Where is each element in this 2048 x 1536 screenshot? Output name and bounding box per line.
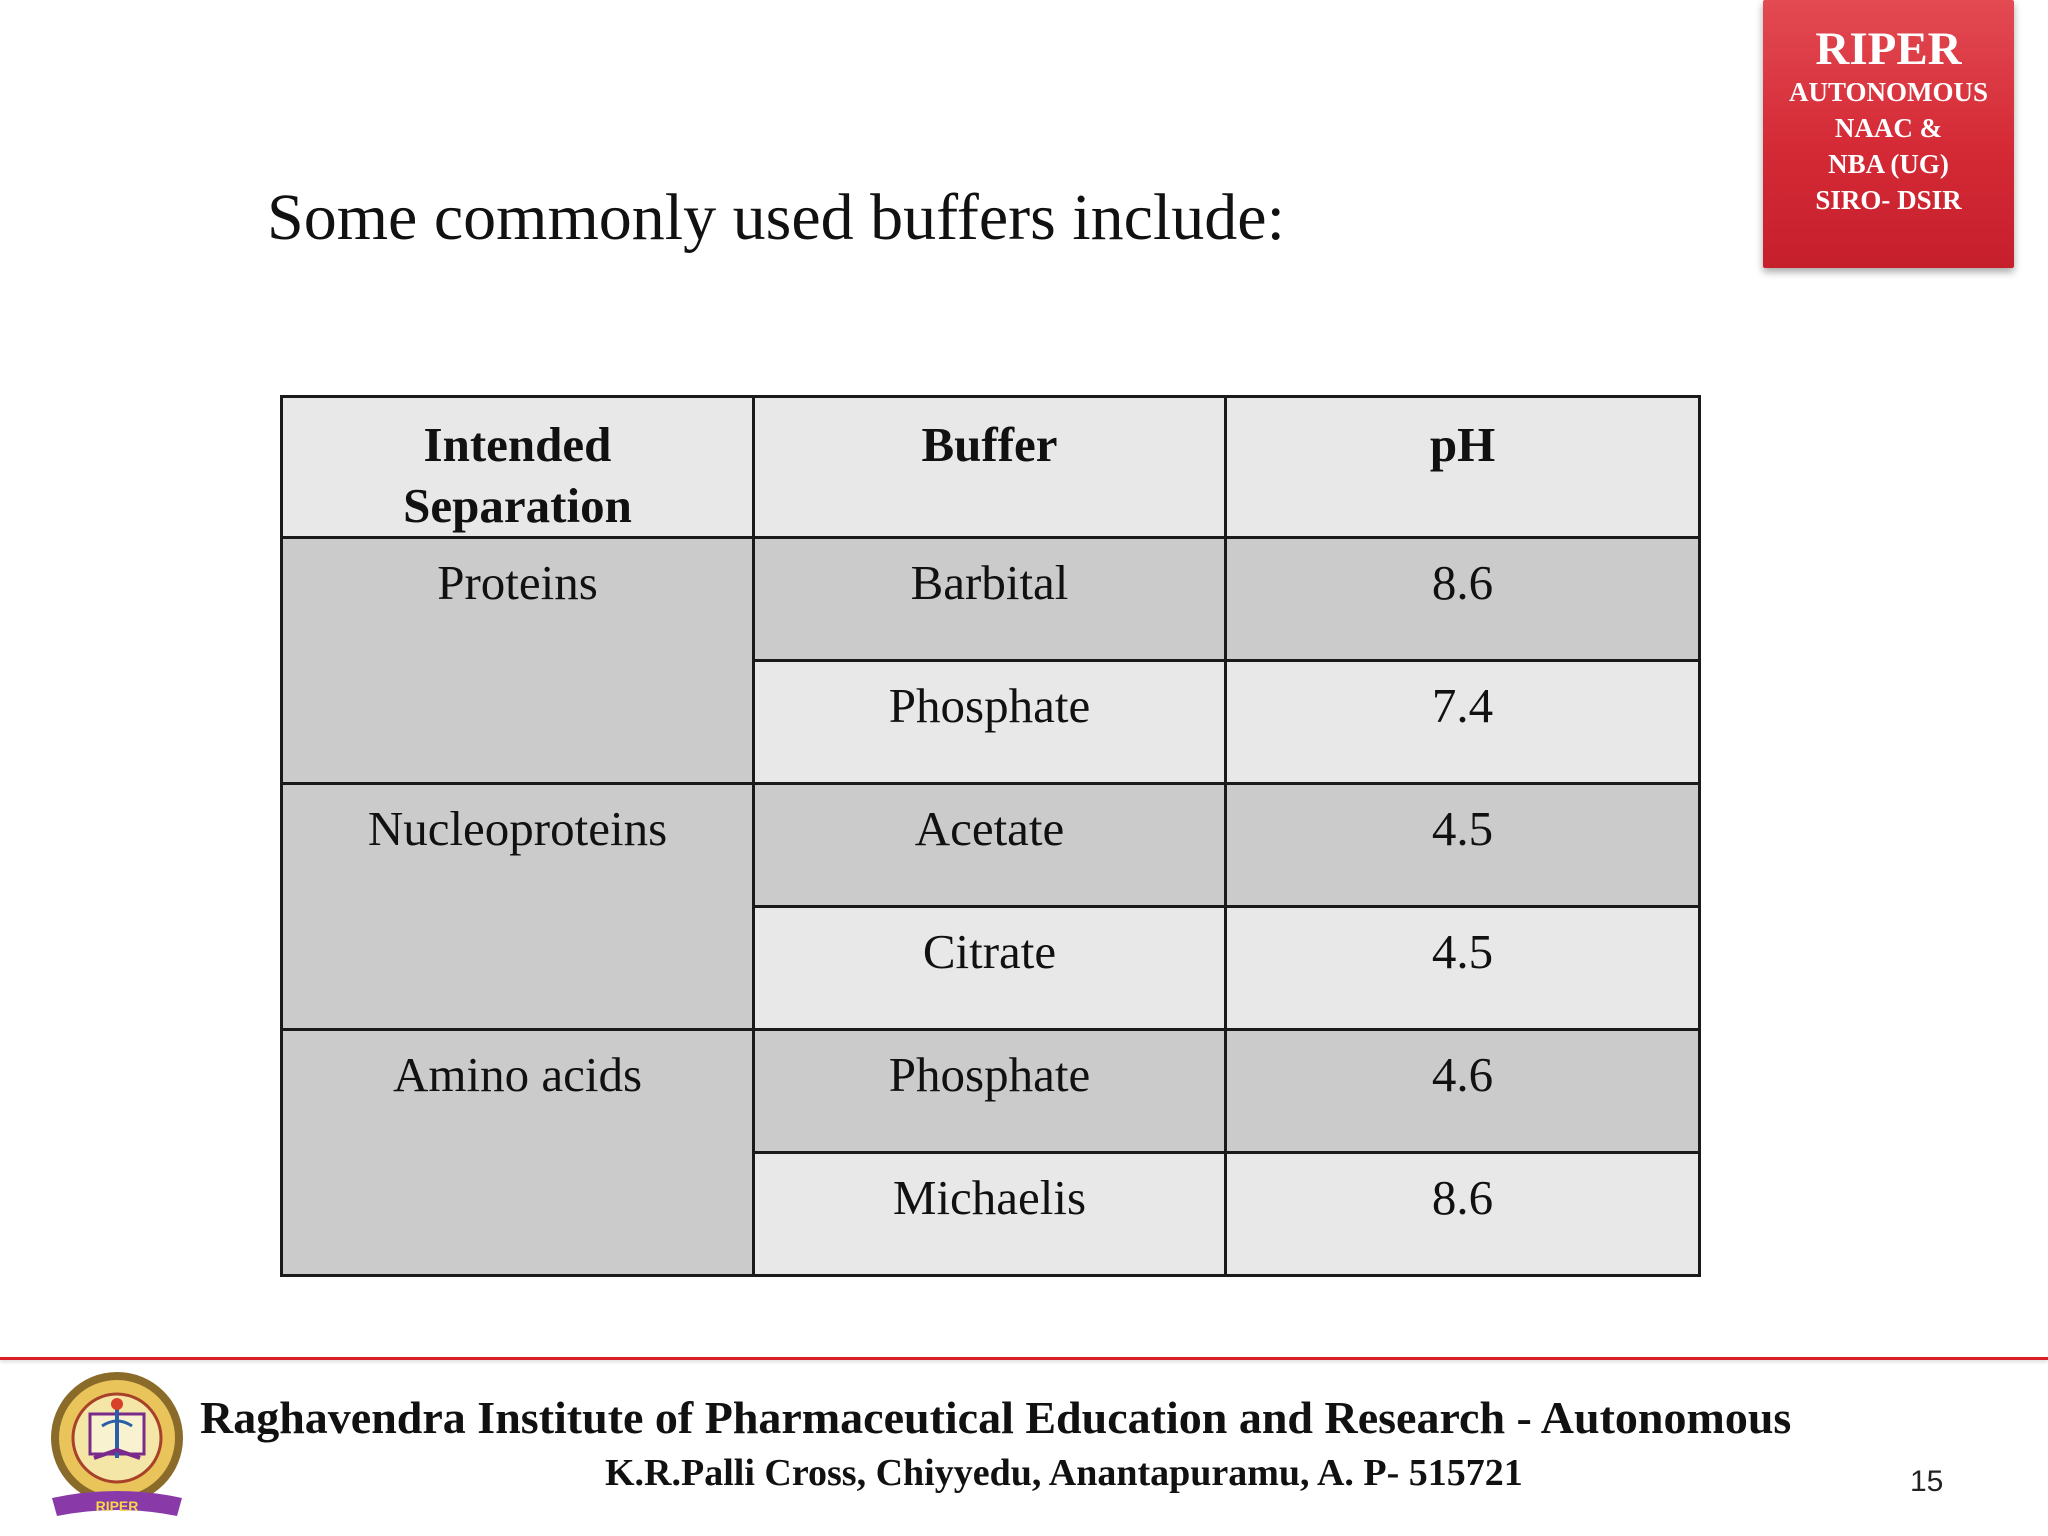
badge-line-autonomous: AUTONOMOUS	[1788, 77, 1989, 107]
institute-address: K.R.Palli Cross, Chiyyedu, Anantapuramu, A. P- 515721	[605, 1452, 1523, 1494]
accreditation-badge	[1763, 0, 2014, 268]
footer-divider	[0, 1357, 2048, 1360]
ph-cell: 7.4	[1226, 661, 1700, 784]
slide-title: Some commonly used buffers include:	[267, 181, 1285, 254]
logo-ribbon-text: RIPER	[95, 1498, 139, 1514]
ph-cell: 4.6	[1226, 1030, 1700, 1153]
table-row	[282, 784, 1700, 907]
table-header-row	[282, 397, 1700, 538]
ph-cell: 4.5	[1226, 907, 1700, 1030]
ph-cell: 8.6	[1226, 538, 1700, 661]
badge-line-naac: NAAC &	[1834, 113, 1943, 143]
ph-cell: 4.5	[1226, 784, 1700, 907]
table-row	[282, 1030, 1700, 1153]
page-number: 15	[1910, 1465, 1944, 1498]
separation-cell: Nucleoproteins	[282, 784, 754, 1030]
badge-title: RIPER	[1815, 23, 1962, 75]
header-buffer: Buffer	[754, 397, 1226, 538]
buffer-cell: Phosphate	[754, 661, 1226, 784]
separation-cell: Proteins	[282, 538, 754, 784]
badge-line-siro: SIRO- DSIR	[1815, 185, 1962, 215]
buffer-cell: Barbital	[754, 538, 1226, 661]
badge-line-nba: NBA (UG)	[1828, 149, 1949, 179]
separation-cell: Amino acids	[282, 1030, 754, 1276]
buffer-cell: Phosphate	[754, 1030, 1226, 1153]
buffers-table	[280, 395, 1701, 1277]
institute-logo-icon	[42, 1366, 192, 1526]
buffer-cell: Acetate	[754, 784, 1226, 907]
buffer-cell: Michaelis	[754, 1153, 1226, 1276]
buffer-cell: Citrate	[754, 907, 1226, 1030]
header-intended-separation: Intended Separation	[282, 397, 754, 538]
institute-name: Raghavendra Institute of Pharmaceutical Education and Research - Autonomous	[200, 1392, 1792, 1443]
header-ph: pH	[1226, 397, 1700, 538]
ph-cell: 8.6	[1226, 1153, 1700, 1276]
table-row	[282, 538, 1700, 661]
